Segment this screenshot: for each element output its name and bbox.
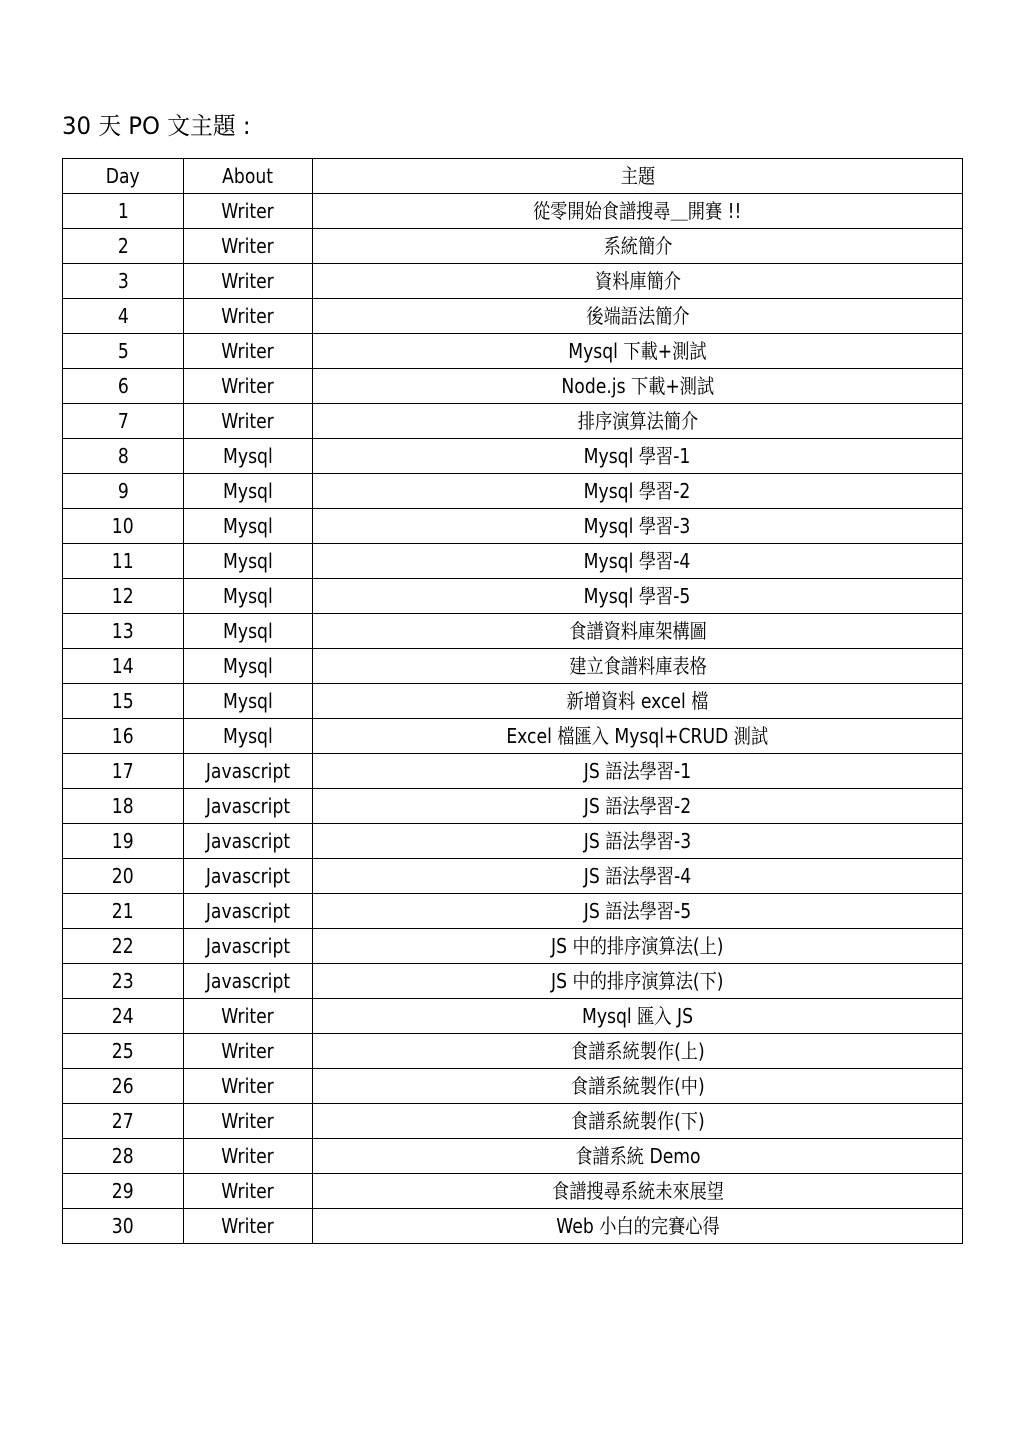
day-cell: 1 — [63, 194, 184, 229]
topic-cell: 建立食譜料庫表格 — [313, 649, 963, 684]
table-body — [63, 194, 963, 1244]
day-cell: 12 — [63, 579, 184, 614]
topic-cell: Web 小白的完賽心得 — [313, 1209, 963, 1244]
table-row — [63, 929, 963, 964]
about-cell: Javascript — [184, 754, 313, 789]
table-header-row — [63, 159, 963, 194]
day-cell: 24 — [63, 999, 184, 1034]
table-row — [63, 789, 963, 824]
about-cell: Mysql — [184, 684, 313, 719]
table-row — [63, 439, 963, 474]
day-cell: 20 — [63, 859, 184, 894]
table-row — [63, 754, 963, 789]
table-row — [63, 229, 963, 264]
table-row — [63, 509, 963, 544]
topic-cell: 食譜系統製作(上) — [313, 1034, 963, 1069]
about-cell: Mysql — [184, 544, 313, 579]
topic-cell: Mysql 學習-5 — [313, 579, 963, 614]
topic-cell: 食譜系統 Demo — [313, 1139, 963, 1174]
column-header-topic: 主題 — [313, 159, 963, 194]
topic-cell: 新增資料 excel 檔 — [313, 684, 963, 719]
table-row — [63, 894, 963, 929]
about-cell: Writer — [184, 1174, 313, 1209]
topic-cell: Mysql 學習-3 — [313, 509, 963, 544]
day-cell: 4 — [63, 299, 184, 334]
day-cell: 7 — [63, 404, 184, 439]
about-cell: Writer — [184, 1034, 313, 1069]
day-cell: 18 — [63, 789, 184, 824]
table-row — [63, 649, 963, 684]
day-cell: 28 — [63, 1139, 184, 1174]
topic-cell: Mysql 下載+測試 — [313, 334, 963, 369]
topic-cell: JS 中的排序演算法(下) — [313, 964, 963, 999]
about-cell: Writer — [184, 1209, 313, 1244]
topic-cell: 食譜資料庫架構圖 — [313, 614, 963, 649]
table-row — [63, 369, 963, 404]
table-row — [63, 474, 963, 509]
about-cell: Mysql — [184, 649, 313, 684]
about-cell: Javascript — [184, 929, 313, 964]
day-cell: 19 — [63, 824, 184, 859]
day-cell: 14 — [63, 649, 184, 684]
topic-cell: 系統簡介 — [313, 229, 963, 264]
schedule-table — [62, 158, 963, 1244]
table-row — [63, 544, 963, 579]
about-cell: Writer — [184, 334, 313, 369]
topic-cell: Mysql 學習-4 — [313, 544, 963, 579]
day-cell: 23 — [63, 964, 184, 999]
about-cell: Mysql — [184, 439, 313, 474]
table-row — [63, 299, 963, 334]
topic-cell: 食譜系統製作(中) — [313, 1069, 963, 1104]
day-cell: 5 — [63, 334, 184, 369]
day-cell: 13 — [63, 614, 184, 649]
about-cell: Mysql — [184, 614, 313, 649]
table-row — [63, 1069, 963, 1104]
table-row — [63, 999, 963, 1034]
about-cell: Writer — [184, 1104, 313, 1139]
day-cell: 9 — [63, 474, 184, 509]
table-row — [63, 859, 963, 894]
about-cell: Writer — [184, 369, 313, 404]
about-cell: Writer — [184, 229, 313, 264]
column-header-day: Day — [63, 159, 184, 194]
about-cell: Javascript — [184, 964, 313, 999]
day-cell: 2 — [63, 229, 184, 264]
day-cell: 22 — [63, 929, 184, 964]
day-cell: 6 — [63, 369, 184, 404]
topic-cell: 食譜系統製作(下) — [313, 1104, 963, 1139]
day-cell: 27 — [63, 1104, 184, 1139]
topic-cell: 資料庫簡介 — [313, 264, 963, 299]
column-header-about: About — [184, 159, 313, 194]
day-cell: 11 — [63, 544, 184, 579]
about-cell: Javascript — [184, 824, 313, 859]
about-cell: Writer — [184, 999, 313, 1034]
about-cell: Writer — [184, 1139, 313, 1174]
about-cell: Writer — [184, 264, 313, 299]
about-cell: Javascript — [184, 789, 313, 824]
topic-cell: Mysql 學習-1 — [313, 439, 963, 474]
day-cell: 3 — [63, 264, 184, 299]
topic-cell: 後端語法簡介 — [313, 299, 963, 334]
topic-cell: Node.js 下載+測試 — [313, 369, 963, 404]
table-row — [63, 404, 963, 439]
table-row — [63, 964, 963, 999]
topic-cell: 排序演算法簡介 — [313, 404, 963, 439]
table-row — [63, 264, 963, 299]
about-cell: Mysql — [184, 509, 313, 544]
table-row — [63, 1034, 963, 1069]
topic-cell: 從零開始食譜搜尋＿開賽 !! — [313, 194, 963, 229]
topic-cell: JS 語法學習-2 — [313, 789, 963, 824]
day-cell: 29 — [63, 1174, 184, 1209]
about-cell: Mysql — [184, 474, 313, 509]
day-cell: 26 — [63, 1069, 184, 1104]
topic-cell: JS 語法學習-3 — [313, 824, 963, 859]
topic-cell: JS 語法學習-5 — [313, 894, 963, 929]
day-cell: 8 — [63, 439, 184, 474]
about-cell: Javascript — [184, 894, 313, 929]
table-row — [63, 614, 963, 649]
day-cell: 17 — [63, 754, 184, 789]
about-cell: Writer — [184, 194, 313, 229]
table-row — [63, 1139, 963, 1174]
page-title: 30 天 PO 文主題 : — [62, 112, 251, 140]
day-cell: 15 — [63, 684, 184, 719]
topic-cell: JS 中的排序演算法(上) — [313, 929, 963, 964]
about-cell: Writer — [184, 299, 313, 334]
day-cell: 16 — [63, 719, 184, 754]
table-row — [63, 824, 963, 859]
day-cell: 25 — [63, 1034, 184, 1069]
about-cell: Mysql — [184, 719, 313, 754]
table-row — [63, 719, 963, 754]
about-cell: Mysql — [184, 579, 313, 614]
table-row — [63, 334, 963, 369]
table-row — [63, 1104, 963, 1139]
table-row — [63, 1174, 963, 1209]
table-row — [63, 579, 963, 614]
topic-cell: Mysql 匯入 JS — [313, 999, 963, 1034]
table-row — [63, 684, 963, 719]
topic-cell: Excel 檔匯入 Mysql+CRUD 測試 — [313, 719, 963, 754]
day-cell: 21 — [63, 894, 184, 929]
table-row — [63, 1209, 963, 1244]
day-cell: 10 — [63, 509, 184, 544]
about-cell: Javascript — [184, 859, 313, 894]
topic-cell: Mysql 學習-2 — [313, 474, 963, 509]
topic-cell: JS 語法學習-4 — [313, 859, 963, 894]
table-row — [63, 194, 963, 229]
about-cell: Writer — [184, 1069, 313, 1104]
day-cell: 30 — [63, 1209, 184, 1244]
topic-cell: 食譜搜尋系統未來展望 — [313, 1174, 963, 1209]
topic-cell: JS 語法學習-1 — [313, 754, 963, 789]
about-cell: Writer — [184, 404, 313, 439]
